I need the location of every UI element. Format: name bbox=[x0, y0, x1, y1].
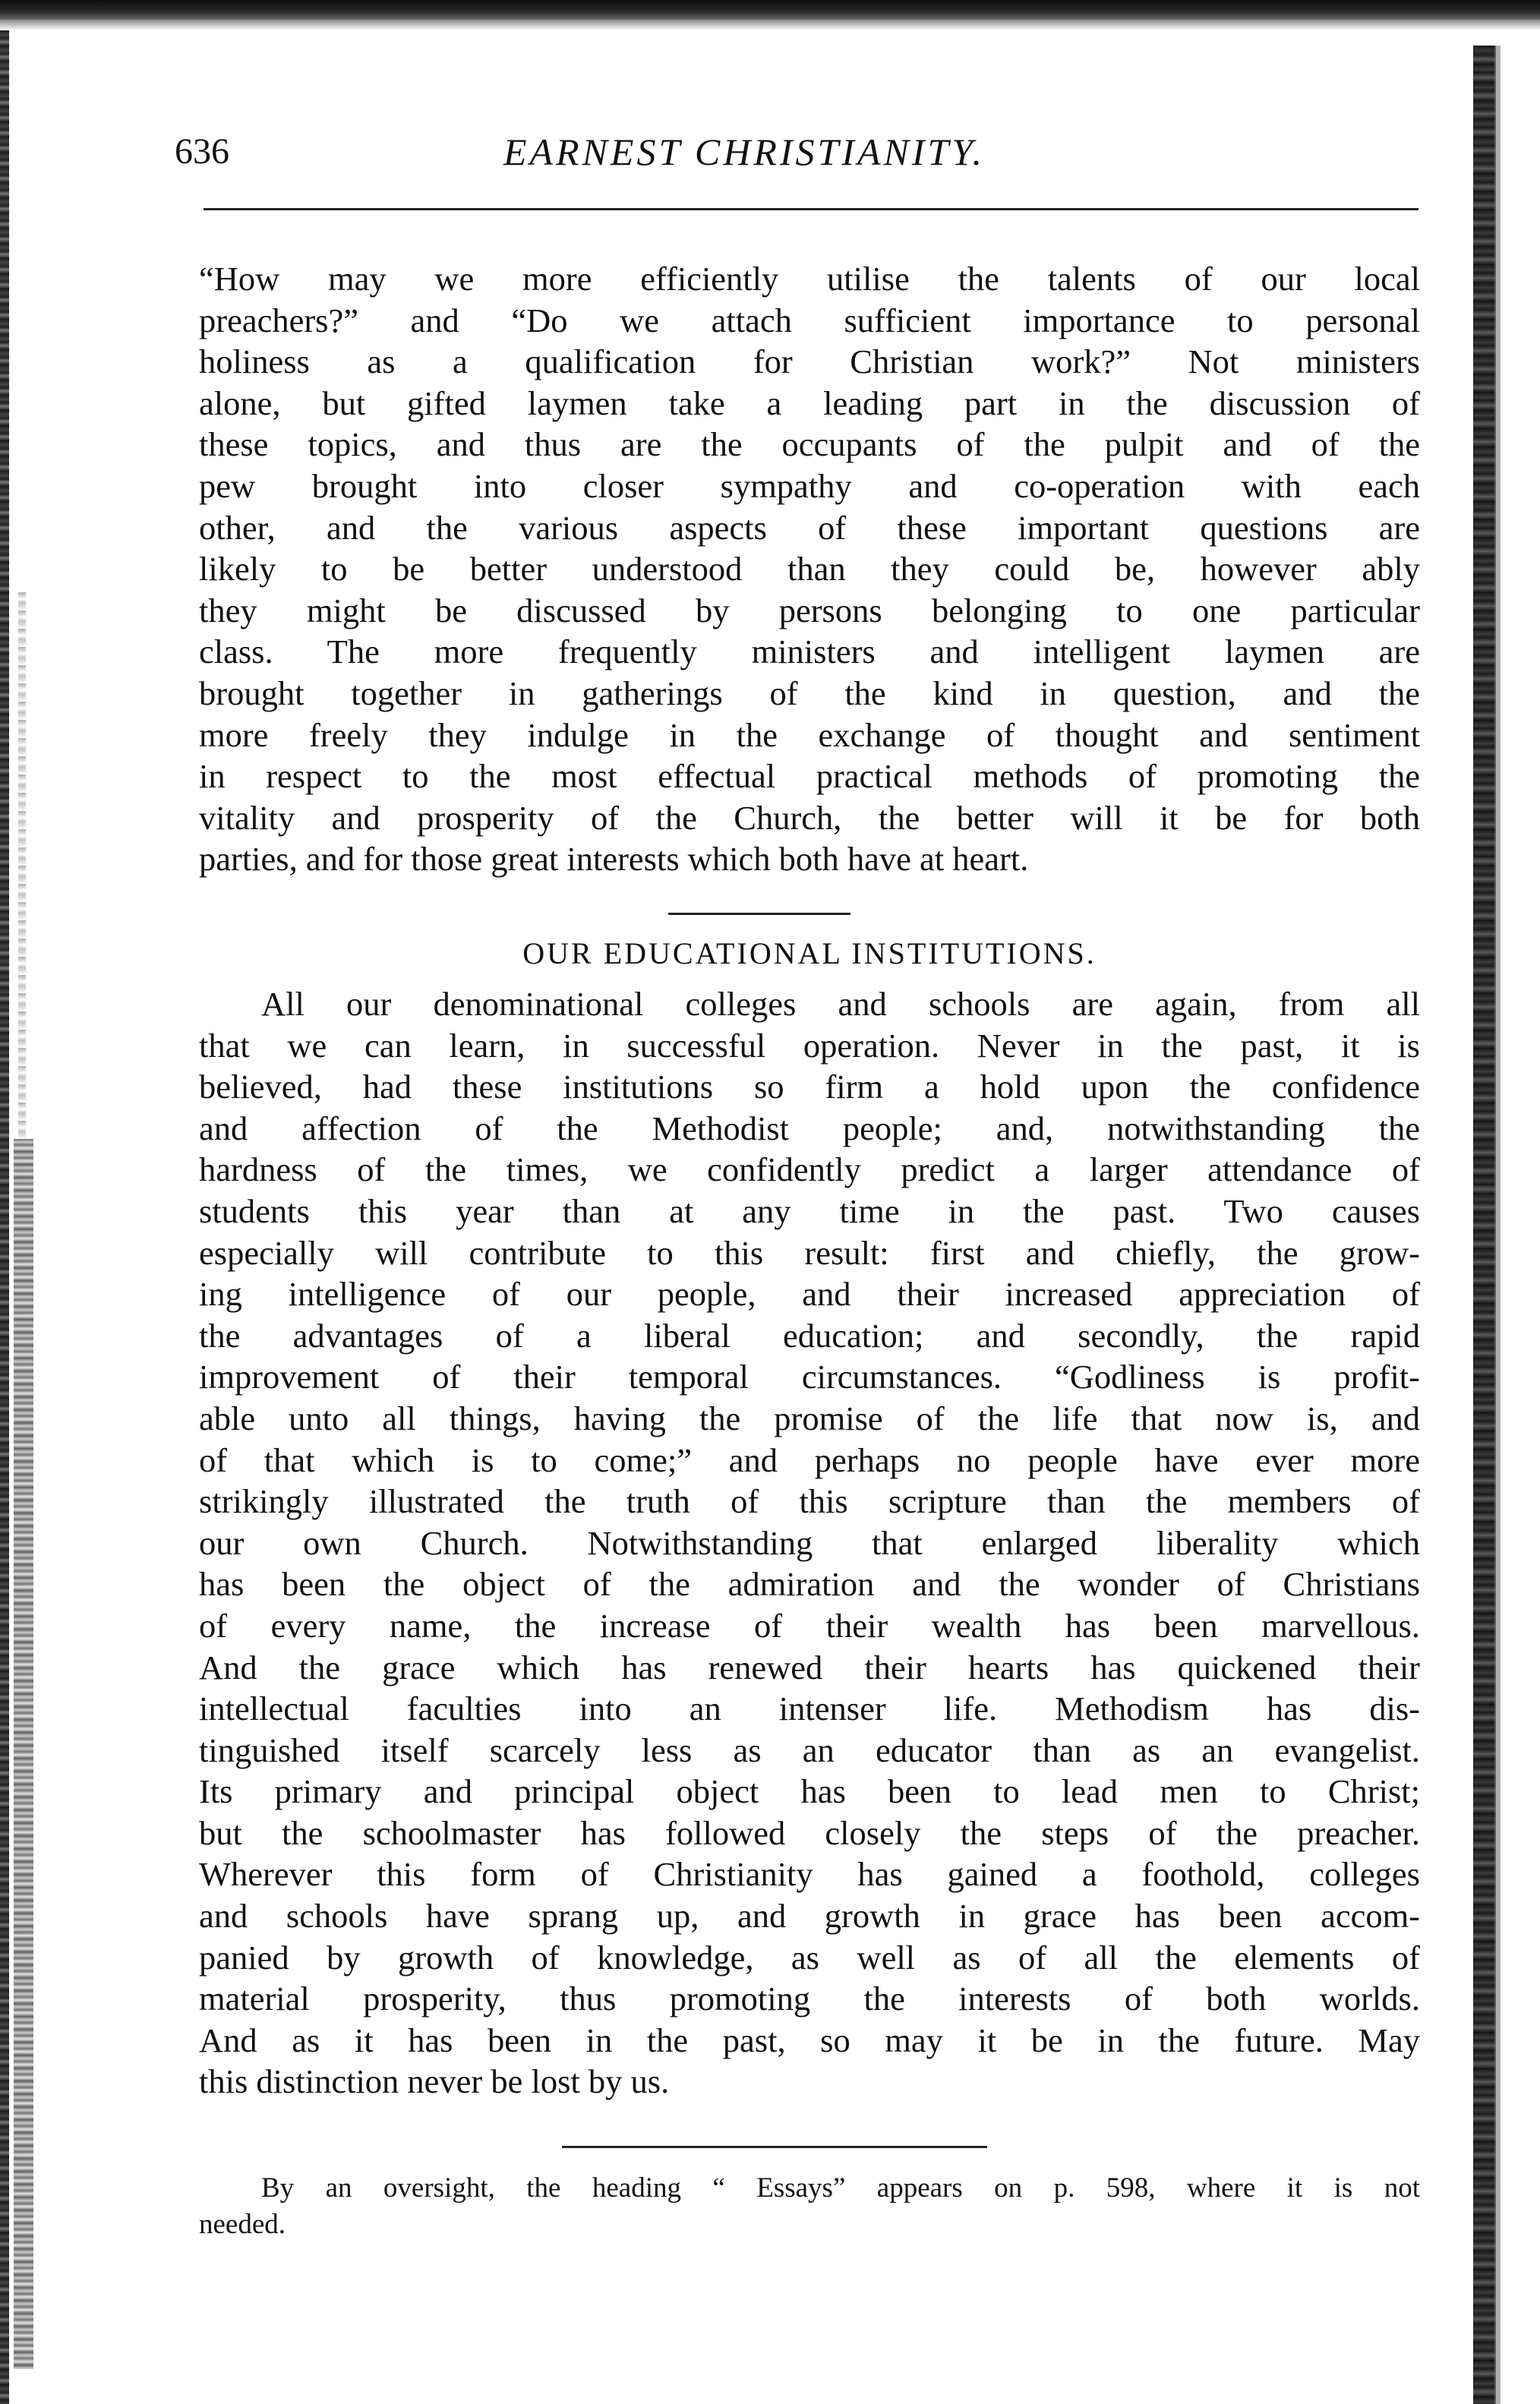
text-line: Its primary and principal object has been to lead men to Christ; bbox=[199, 1772, 1420, 1811]
text-line: in respect to the most effectual practical methods of promoting the bbox=[199, 757, 1420, 796]
text-line: holiness as a qualification for Christian work?” Not ministers bbox=[199, 342, 1420, 381]
running-head bbox=[175, 125, 1420, 178]
text-line: of that which is to come;” and perhaps no people have ever more bbox=[199, 1440, 1420, 1479]
footnote bbox=[199, 2170, 1420, 2243]
footnote-divider bbox=[562, 2146, 987, 2148]
text-line: pew brought into closer sympathy and co-operation with each bbox=[199, 466, 1420, 505]
paragraph-educational-institutions bbox=[199, 983, 1420, 2103]
text-line: alone, but gifted laymen take a leading part in the discussion of bbox=[199, 383, 1420, 422]
text-line: they might be discussed by persons belonging to one particular bbox=[199, 591, 1420, 629]
scan-binding-speckle bbox=[18, 592, 26, 1139]
text-line: the advantages of a liberal education; and secondly, the rapid bbox=[199, 1316, 1420, 1355]
paragraph-local-preachers bbox=[199, 258, 1420, 880]
text-line: panied by growth of knowledge, as well as of all the elements of bbox=[199, 1938, 1420, 1977]
text-line: has been the object of the admiration and the wonder of Christians bbox=[199, 1565, 1420, 1604]
scan-right-edge-highlight bbox=[1494, 46, 1501, 2404]
text-line: intellectual faculties into an intenser life. Methodism has dis- bbox=[199, 1689, 1420, 1728]
text-line: ing intelligence of our people, and their increased appreciation of bbox=[199, 1275, 1420, 1314]
text-line: believed, had these institutions so firm a hold upon the confidence bbox=[199, 1068, 1420, 1106]
text-line: “How may we more efficiently utilise the talents of our local bbox=[199, 260, 1420, 298]
text-line: preachers?” and “Do we attach sufficient importance to personal bbox=[199, 301, 1420, 339]
text-line: tinguished itself scarcely less as an educator than as an evangelist. bbox=[199, 1730, 1420, 1769]
text-line: our own Church. Notwithstanding that enlarged liberality which bbox=[199, 1523, 1420, 1562]
text-line: class. The more frequently ministers and intelligent laymen are bbox=[199, 633, 1420, 671]
text-line: and schools have sprang up, and growth in grace has been accom- bbox=[199, 1897, 1420, 1936]
text-line: especially will contribute to this result: first and chiefly, the grow- bbox=[199, 1233, 1420, 1272]
text-line: of every name, the increase of their wealth has been marvellous. bbox=[199, 1606, 1420, 1645]
text-line: And as it has been in the past, so may it be in the future. May bbox=[199, 2021, 1420, 2059]
section-heading: OUR EDUCATIONAL INSTITUTIONS. bbox=[522, 936, 1097, 970]
section-divider bbox=[668, 913, 850, 915]
text-line: able unto all things, having the promise of the life that now is, and bbox=[199, 1399, 1420, 1437]
scan-right-edge bbox=[1473, 46, 1496, 2404]
text-line: likely to be better understood than they could be, however ably bbox=[199, 550, 1420, 588]
scan-left-edge bbox=[0, 30, 9, 2404]
text-line: this distinction never be lost by us. bbox=[199, 2062, 670, 2101]
text-line: and affection of the Methodist people; and, notwithstanding the bbox=[199, 1109, 1420, 1147]
text-line: improvement of their temporal circumstances. “Godliness is profit- bbox=[199, 1358, 1420, 1396]
text-line: students this year than at any time in the past. Two causes bbox=[199, 1191, 1420, 1230]
text-line: more freely they indulge in the exchange of thought and sentiment bbox=[199, 715, 1420, 754]
text-line: strikingly illustrated the truth of this scripture than the members of bbox=[199, 1482, 1420, 1521]
scan-binding-shadow bbox=[14, 1139, 33, 2369]
header-rule bbox=[204, 208, 1419, 210]
footnote-line: needed. bbox=[199, 2209, 286, 2240]
text-line: All our denominational colleges and schools are again, from all bbox=[261, 985, 1420, 1023]
scan-top-edge bbox=[0, 0, 1540, 20]
page-number: 636 bbox=[175, 131, 229, 172]
scan-top-shadow bbox=[0, 20, 1540, 30]
text-line: that we can learn, in successful operation. Never in the past, it is bbox=[199, 1026, 1420, 1065]
footnote-line: By an oversight, the heading “ Essays” appears on p. 598, where it is not bbox=[261, 2172, 1420, 2204]
text-line: but the schoolmaster has followed closely the steps of the preacher. bbox=[199, 1813, 1420, 1852]
text-line: vitality and prosperity of the Church, the better will it be for both bbox=[199, 798, 1420, 837]
text-line: And the grace which has renewed their hearts has quickened their bbox=[199, 1648, 1420, 1686]
text-line: material prosperity, thus promoting the interests of both worlds. bbox=[199, 1980, 1420, 2018]
text-line: Wherever this form of Christianity has gained a foothold, colleges bbox=[199, 1855, 1420, 1894]
text-line: brought together in gatherings of the kind in question, and the bbox=[199, 674, 1420, 712]
text-line: hardness of the times, we confidently predict a larger attendance of bbox=[199, 1150, 1420, 1189]
text-line: these topics, and thus are the occupants of the pulpit and of the bbox=[199, 425, 1420, 464]
text-line: other, and the various aspects of these important questions are bbox=[199, 508, 1420, 547]
text-line: parties, and for those great interests which both have at heart. bbox=[199, 840, 1029, 879]
running-title: EARNEST CHRISTIANITY. bbox=[503, 131, 986, 173]
